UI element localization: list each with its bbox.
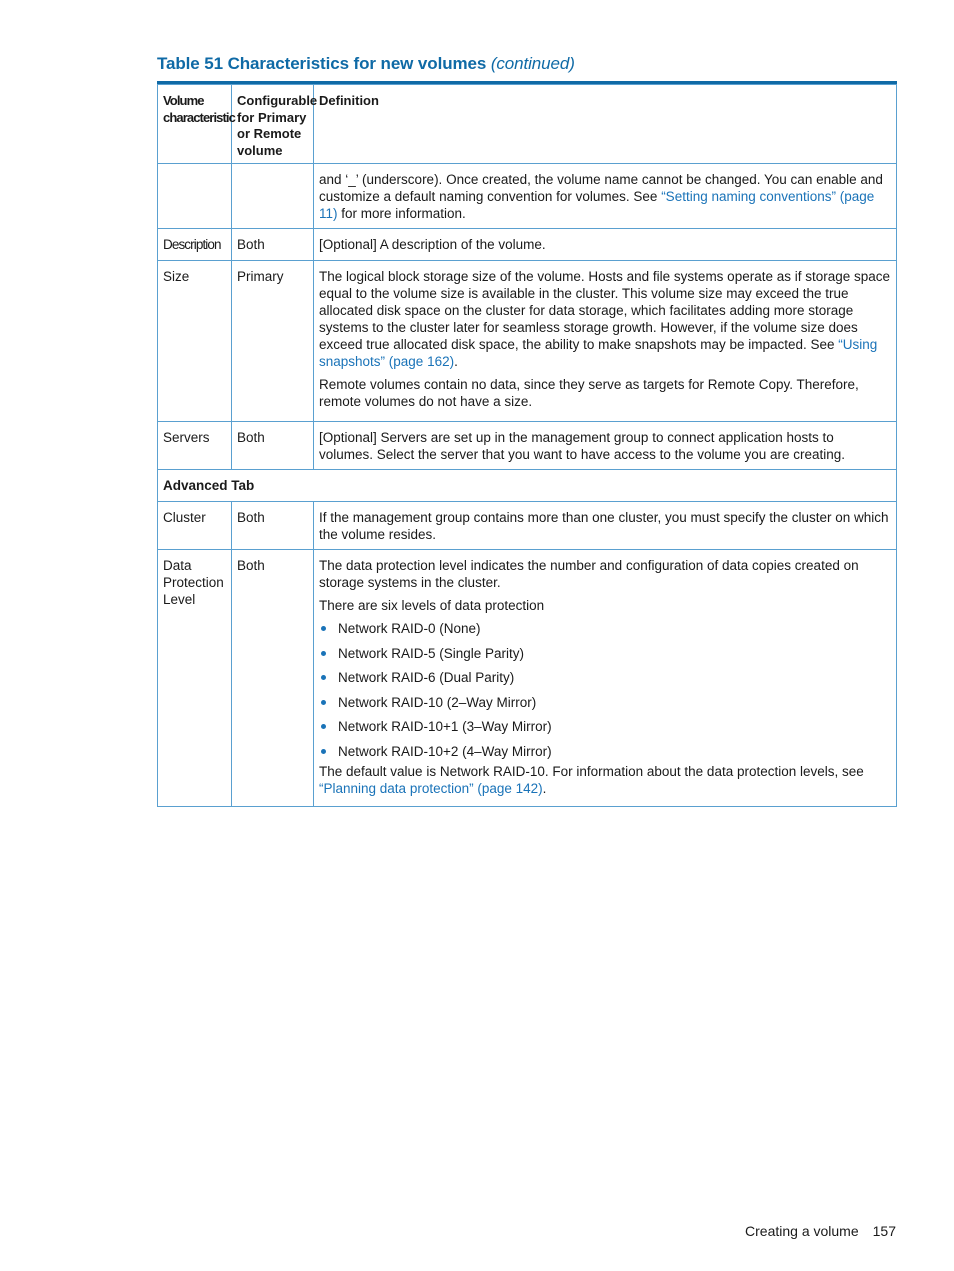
list-item-label: Network RAID-10+2 (4–Way Mirror)	[338, 743, 552, 759]
cell-characteristic: Servers	[158, 422, 232, 470]
list-item	[319, 718, 891, 735]
list-item-label: Network RAID-6 (Dual Parity)	[338, 670, 515, 685]
page-footer	[745, 1223, 896, 1239]
header-volume-characteristic: Volume characteristic	[158, 85, 232, 164]
table-caption	[157, 54, 897, 74]
using-snapshots-link[interactable]: “Using snapshots” (page 162)	[319, 337, 878, 369]
definition-text: The logical block storage size of the volume. Hosts and file systems operate as if storage space equal to the volume size is available in the cluster. This volume size may exceed the true allocated disk space on the cluster for data storage, which facilitates adding more storage systems to the cluster later for seamless storage growth. However, if the volume size does exceed true allocated disk space, the ability to make snapshots may be impacted. See	[319, 269, 891, 352]
cell-definition	[314, 164, 897, 229]
header-configurable: Configurable for Primary or Remote volume	[232, 85, 314, 164]
list-item	[319, 669, 891, 686]
cell-definition: [Optional] Servers are set up in the management group to connect application hosts to volumes. Select the server that you want to have access to the volume you are creating.	[314, 422, 897, 470]
table-row	[158, 229, 897, 261]
table-row	[158, 422, 897, 470]
table-header-row	[158, 85, 897, 164]
list-item	[319, 694, 891, 711]
table-title: Table 51 Characteristics for new volumes	[157, 54, 487, 73]
list-item	[319, 620, 891, 637]
list-item-label: Network RAID-10+1 (3–Way Mirror)	[338, 719, 552, 734]
list-item-label: Network RAID-10 (2–Way Mirror)	[338, 694, 537, 710]
list-item-label: Network RAID-5 (Single Parity)	[338, 645, 525, 661]
cell-configurable: Both	[232, 229, 314, 261]
raid-levels-list	[319, 620, 891, 760]
bullet-icon	[321, 700, 326, 705]
cell-characteristic: Description	[158, 229, 232, 261]
cell-configurable: Primary	[232, 261, 314, 422]
definition-paragraph	[319, 268, 891, 370]
cell-characteristic: Data Protection Level	[158, 550, 232, 807]
continued-label: (continued)	[490, 54, 575, 73]
cell-characteristic: Size	[158, 261, 232, 422]
list-item	[319, 743, 891, 760]
cell-configurable: Both	[232, 550, 314, 807]
planning-data-protection-link[interactable]: “Planning data protection” (page 142)	[319, 780, 543, 796]
list-item	[319, 645, 891, 662]
table-row	[158, 550, 897, 807]
footer-section-title: Creating a volume	[745, 1223, 859, 1239]
table-row	[158, 261, 897, 422]
definition-text: .	[542, 780, 547, 796]
definition-text: .	[454, 354, 458, 369]
advanced-tab-heading: Advanced Tab	[158, 470, 897, 502]
definition-text: The default value is Network RAID-10. For information about the data protection levels, see	[319, 763, 864, 779]
naming-conventions-link[interactable]: “Setting naming conventions” (page 11)	[319, 189, 875, 221]
cell-configurable: Both	[232, 422, 314, 470]
bullet-icon	[321, 724, 326, 729]
cell-configurable: Both	[232, 502, 314, 550]
table-row	[158, 164, 897, 229]
cell-characteristic	[158, 164, 232, 229]
header-definition: Definition	[314, 85, 897, 164]
table-row	[158, 502, 897, 550]
bullet-icon	[321, 626, 326, 631]
cell-definition: If the management group contains more than one cluster, you must specify the cluster on which the volume resides.	[314, 502, 897, 550]
cell-characteristic: Cluster	[158, 502, 232, 550]
definition-text: for more information.	[337, 206, 466, 221]
definition-paragraph: The data protection level indicates the number and configuration of data copies created on storage systems in the cluster.	[319, 558, 859, 590]
definition-text: and ‘_’ (underscore). Once created, the volume name cannot be changed. You can enable and customize a default naming convention for volumes. See	[319, 172, 883, 204]
bullet-icon	[321, 749, 326, 754]
definition-paragraph: Remote volumes contain no data, since they serve as targets for Remote Copy. Therefore, remote volumes do not have a size.	[319, 377, 859, 409]
bullet-icon	[321, 651, 326, 656]
cell-definition	[314, 550, 897, 807]
section-row	[158, 470, 897, 502]
cell-definition	[314, 261, 897, 422]
definition-paragraph	[319, 763, 891, 797]
bullet-icon	[321, 675, 326, 680]
cell-definition: [Optional] A description of the volume.	[314, 229, 897, 261]
volume-characteristics-table	[157, 84, 897, 807]
list-item-label: Network RAID-0 (None)	[338, 621, 481, 636]
cell-configurable	[232, 164, 314, 229]
definition-paragraph: There are six levels of data protection	[319, 598, 545, 613]
page-number: 157	[872, 1223, 896, 1239]
